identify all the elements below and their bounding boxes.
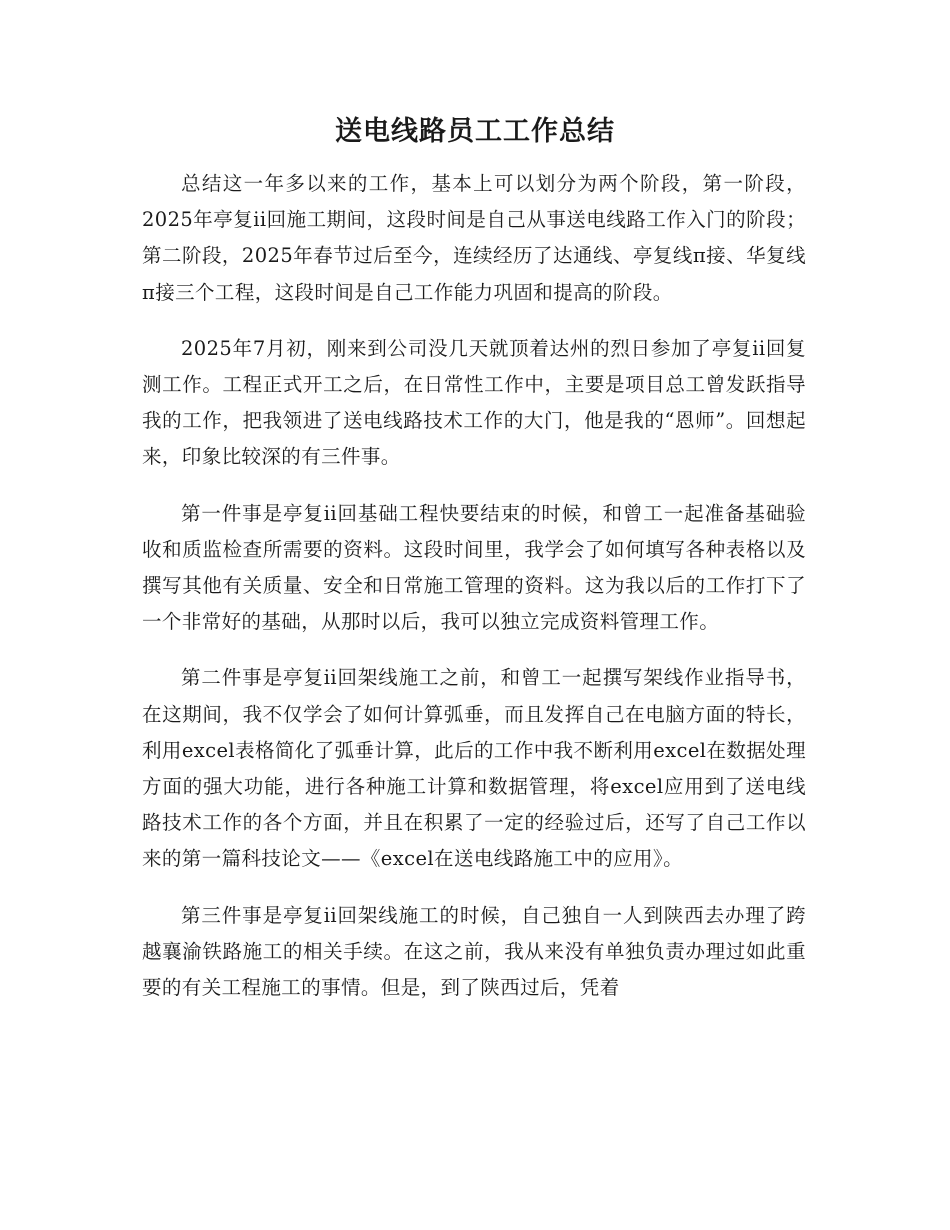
paragraph-4: 第二件事是亭复ii回架线施工之前，和曾工一起撰写架线作业指导书，在这期间，我不仅学会了如何计算弧垂，而且发挥自己在电脑方面的特长，利用excel表格简化了弧垂计算，此后的工作中我不断利用excel在数据处理方面的强大功能，进行各种施工计算和数据管理，将excel应用到了送电线路技术工作的各个方面，并且在积累了一定的经验过后，还写了自己工作以来的第一篇科技论文——《excel在送电线路施工中的应用》。 — [142, 666, 806, 871]
paragraph-1: 总结这一年多以来的工作，基本上可以划分为两个阶段，第一阶段，2025年亭复ii回施工期间，这段时间是自己从事送电线路工作入门的阶段；第二阶段，2025年春节过后至今，连续经历了达通线、亭复线π接、华复线π接三个工程，这段时间是自己工作能力巩固和提高的阶段。 — [142, 172, 806, 304]
document-title: 送电线路员工工作总结 — [335, 116, 615, 147]
paragraph-2: 2025年7月初，刚来到公司没几天就顶着达州的烈日参加了亭复ii回复测工作。工程正式开工之后，在日常性工作中，主要是项目总工曾发跃指导我的工作，把我领进了送电线路技术工作的大门，他是我的“恩师”。回想起来，印象比较深的有三件事。 — [142, 336, 806, 469]
paragraph-3: 第一件事是亭复ii回基础工程快要结束的时候，和曾工一起准备基础验收和质监检查所需要的资料。这段时间里，我学会了如何填写各种表格以及撰写其他有关质量、安全和日常施工管理的资料。这为我以后的工作打下了一个非常好的基础，从那时以后，我可以独立完成资料管理工作。 — [142, 501, 806, 634]
document-body — [142, 166, 806, 1026]
paragraph-5: 第三件事是亭复ii回架线施工的时候，自己独自一人到陕西去办理了跨越襄渝铁路施工的相关手续。在这之前，我从来没有单独负责办理过如此重要的有关工程施工的事情。但是，到了陕西过后，凭着 — [142, 903, 806, 1000]
